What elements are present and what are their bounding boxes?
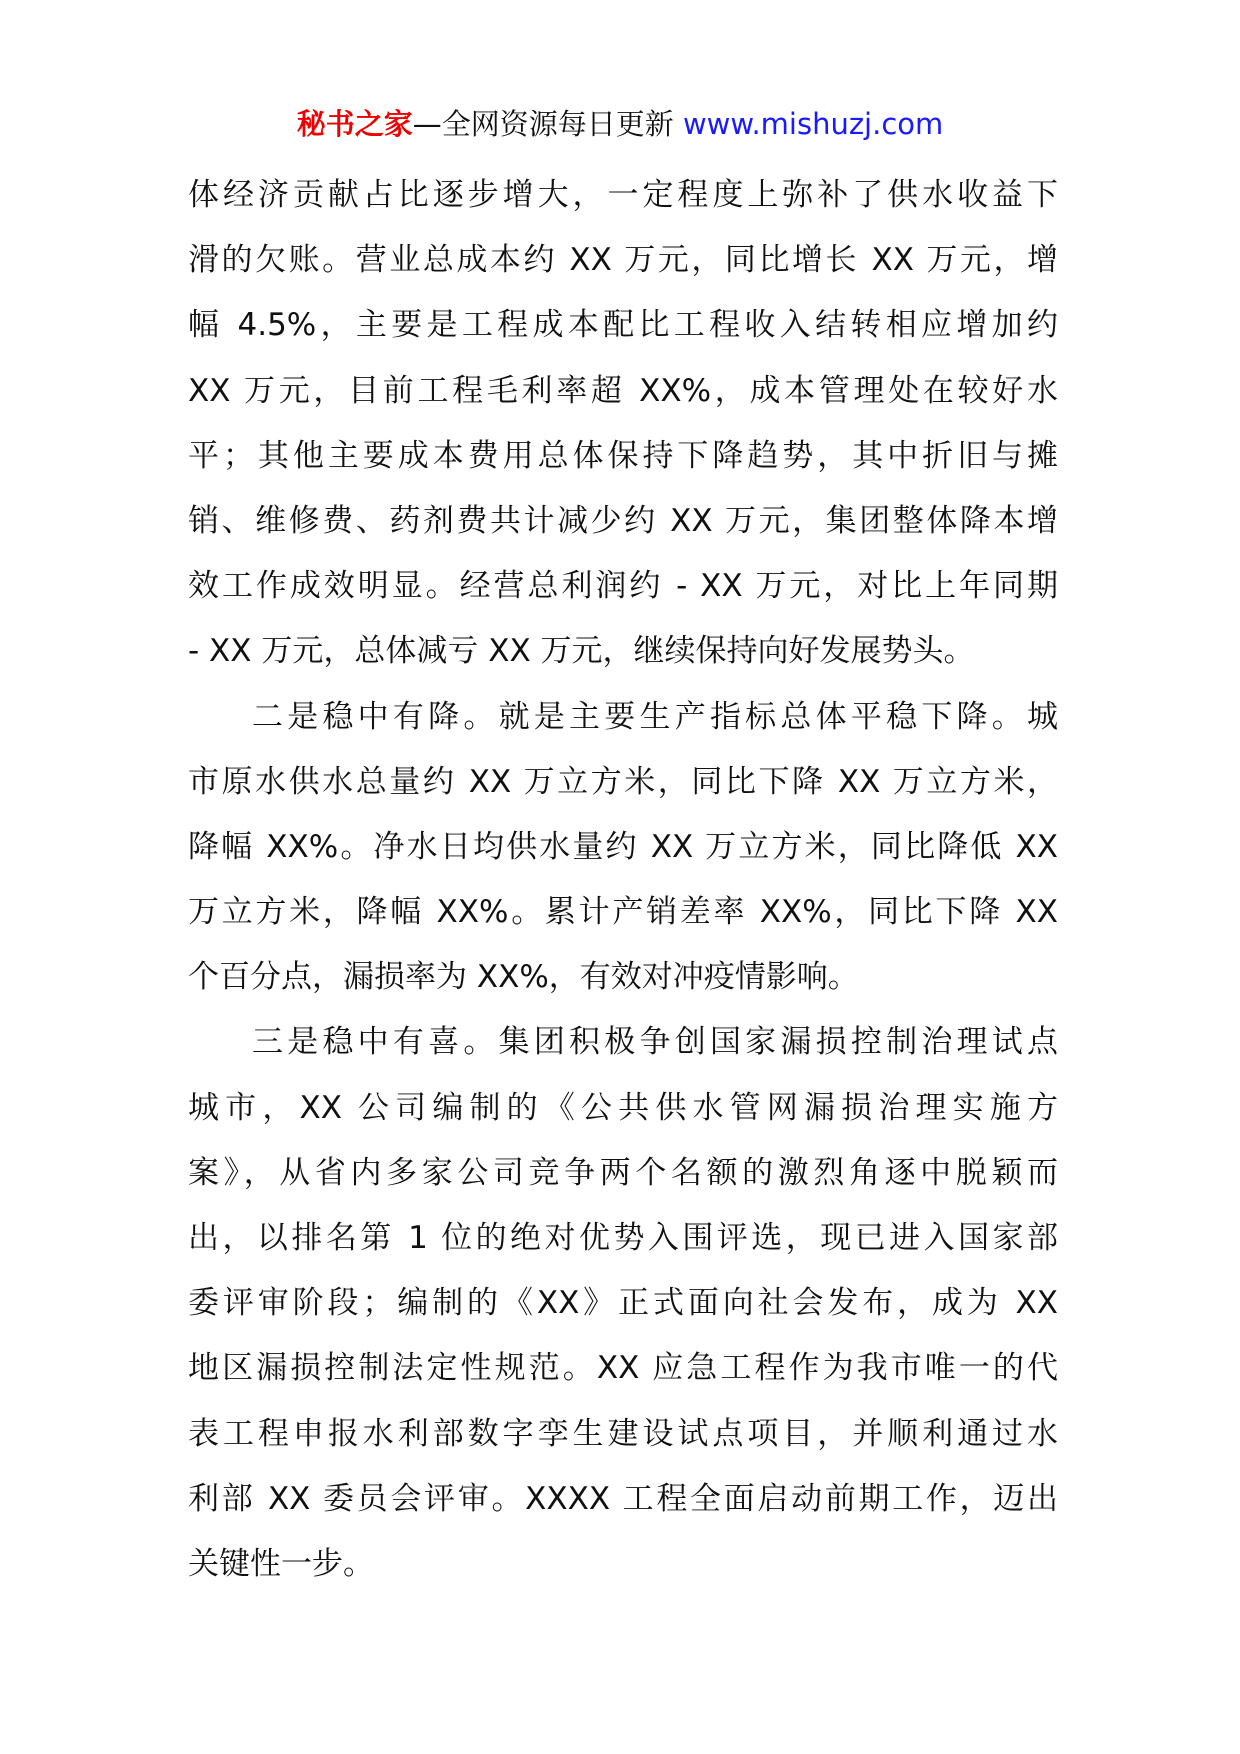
- text-line: 利部 XX 委员会评审。XXXX 工程全面启动前期工作，迈出: [188, 1480, 1058, 1517]
- text-line: 出，以排名第 1 位的绝对优势入围评选，现已进入国家部: [188, 1220, 1058, 1256]
- text-line: 滑的欠账。营业总成本约 XX 万元，同比增长 XX 万元，增: [188, 242, 1058, 279]
- text-line: 降幅 XX%。净水日均供水量约 XX 万立方米，同比降低 XX: [188, 828, 1058, 865]
- text-line: 效工作成效明显。经营总利润约 - XX 万元，对比上年同期: [188, 568, 1058, 605]
- text-line: 案》，从省内多家公司竞争两个名额的激烈角逐中脱颖而: [188, 1154, 1058, 1191]
- text-line: 体经济贡献占比逐步增大，一定程度上弥补了供水收益下: [188, 177, 1058, 213]
- text-line: 个百分点，漏损率为 XX%，有效对冲疫情影响。: [188, 959, 859, 996]
- document-body: [188, 163, 1058, 1597]
- text-line: - XX 万元，总体减亏 XX 万元，继续保持向好发展势头。: [188, 633, 975, 670]
- header-brand: 秘书之家: [296, 107, 413, 141]
- text-line: XX 万元，目前工程毛利率超 XX%，成本管理处在较好水: [188, 372, 1058, 409]
- page-header: [0, 104, 1240, 144]
- text-line: 城市，XX 公司编制的《公共供水管网漏损治理实施方: [188, 1089, 1058, 1126]
- text-line: 地区漏损控制法定性规范。XX 应急工程作为我市唯一的代: [188, 1350, 1058, 1387]
- text-line: 表工程申报水利部数字孪生建设试点项目，并顺利通过水: [188, 1415, 1058, 1452]
- text-line: 万立方米，降幅 XX%。累计产销差率 XX%，同比下降 XX: [188, 894, 1058, 931]
- text-line: 平；其他主要成本费用总体保持下降趋势，其中折旧与摊: [188, 437, 1058, 474]
- header-tagline: —全网资源每日更新: [412, 107, 674, 141]
- header-url-link[interactable]: www.mishuzj.com: [682, 107, 944, 141]
- text-line: 销、维修费、药剂费共计减少约 XX 万元，集团整体降本增: [188, 502, 1058, 539]
- text-line: 幅 4.5%，主要是工程成本配比工程收入结转相应增加约: [188, 307, 1058, 344]
- text-line: 市原水供水总量约 XX 万立方米，同比下降 XX 万立方米，: [188, 763, 1058, 800]
- paragraph-start-line: 三是稳中有喜。集团积极争创国家漏损控制治理试点: [252, 1024, 1058, 1061]
- paragraph-start-line: 二是稳中有降。就是主要生产指标总体平稳下降。城: [252, 698, 1058, 735]
- text-line: 关键性一步。: [188, 1545, 374, 1582]
- text-line: 委评审阶段；编制的《XX》正式面向社会发布，成为 XX: [188, 1285, 1058, 1322]
